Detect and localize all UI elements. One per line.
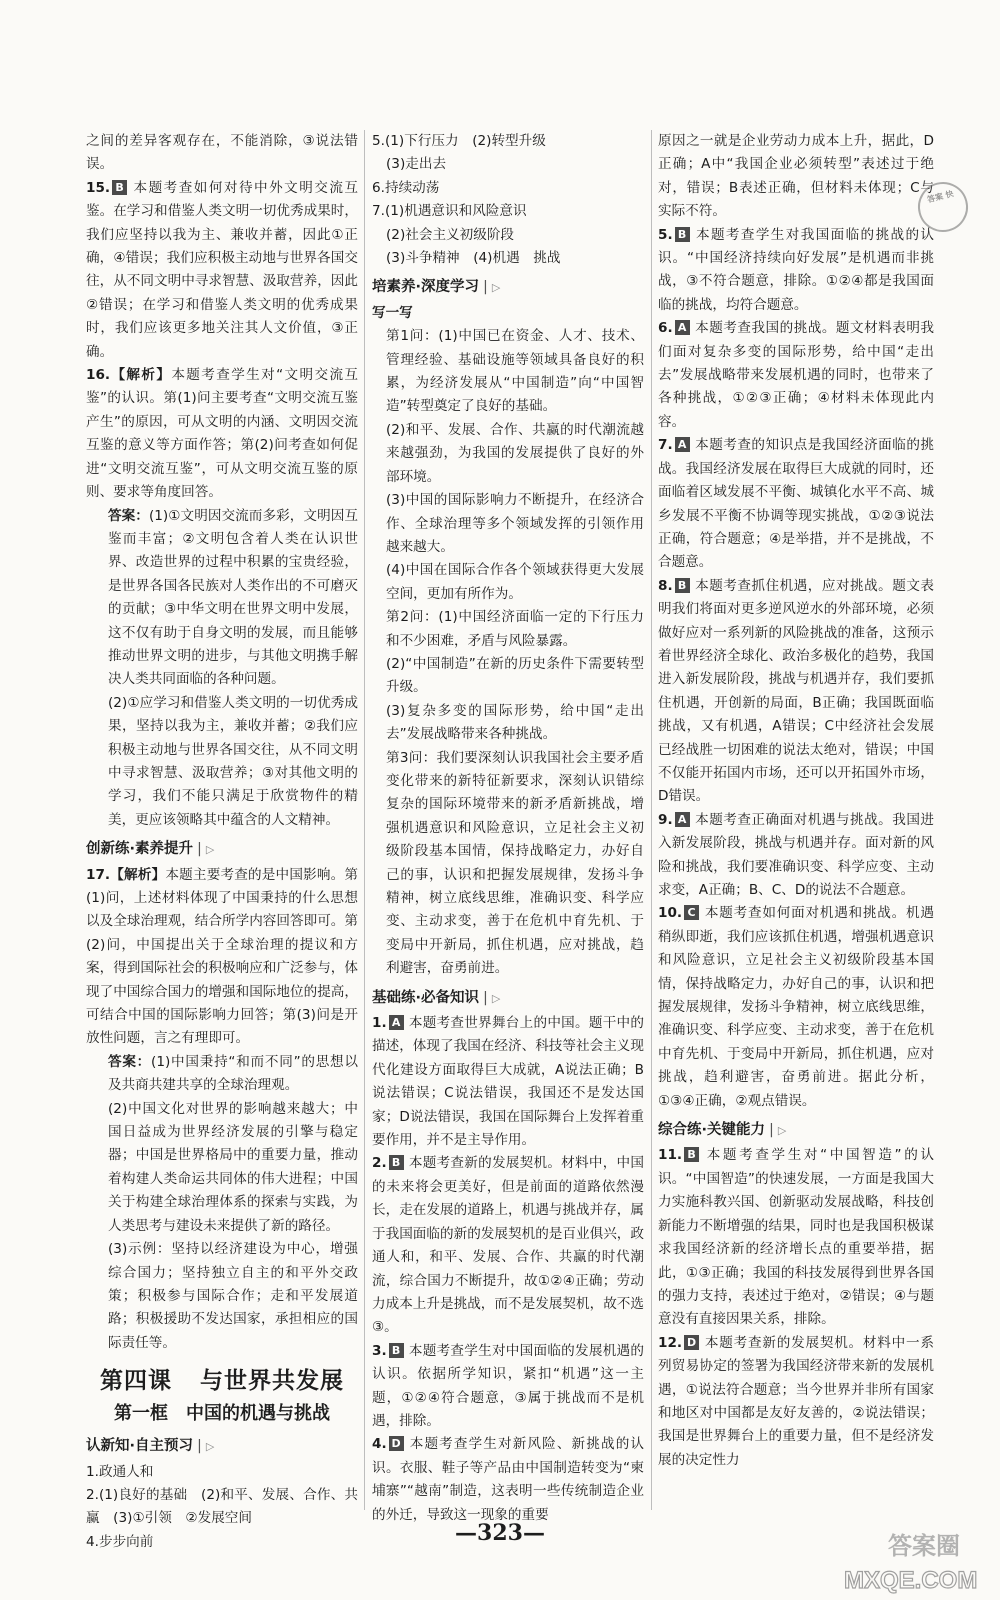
stamp-text: 答案 快 xyxy=(926,189,955,205)
item-text: 本题考查正确面对机遇与挑战。我国进入新发展阶段，挑战与机遇并存。面对新的风险和挑战，我们要准确识变、科学应变、主动求变，A正确；B、C、D的说法不合题意。 xyxy=(658,811,934,898)
paragraph: (4)中国在国际合作各个领域获得更大发展空间，更加有所作为。 xyxy=(386,562,644,602)
answer-paragraph xyxy=(86,1051,358,1098)
arrow-icon: ▷ xyxy=(205,843,215,857)
item-text: 本题考查的知识点是我国经济面临的挑战。我国经济发展在取得巨大成就的同时，还面临着区域发展不平衡、城镇化水平不高、城乡发展不平衡不协调等现实挑战，①②③说法正确，符合题意；④是举措，并不是挑战，不合题意。 xyxy=(658,437,934,571)
answer-item-10 xyxy=(658,902,934,1113)
answer-item-17 xyxy=(86,864,358,1051)
section-heading xyxy=(86,1435,358,1458)
item-text: 本题考查如何对待中外文明交流互鉴。在学习和借鉴人类文明一切优秀成果时，我们应坚持以我为主、兼收并蓄，因此①正确，④错误；我们应积极主动地与世界各国交往，从不同文明中寻求智慧、汲取营养，因此②错误；在学习和借鉴人类文明的优秀成果时，我们应该更多地关注其人文价值，③正确。 xyxy=(86,179,358,360)
watermark-graphic xyxy=(810,1526,990,1596)
item-number: 11. xyxy=(658,1147,683,1164)
section-heading xyxy=(372,987,644,1010)
frame-title xyxy=(86,1399,358,1429)
item-number: 3. xyxy=(372,1342,387,1359)
answer-column-3 xyxy=(658,130,934,1510)
answer-label: 答案： xyxy=(108,1053,152,1070)
divider-icon: | xyxy=(197,1438,202,1455)
answer-label: 答案： xyxy=(108,507,149,524)
item-text: 本题考查新的发展契机。材料中，中国的未来将会更美好，但是前面的道路依然漫长，走在发展的道路上，机遇与挑战并存，属于我国面临的新的发展契机的是百业俱兴，政通人和，和平、发展、合作、共赢的时代潮流，综合国力不断提升，故①②④正确；劳动力成本上升是挑战，而不是发展契机，故不选③。 xyxy=(372,1155,644,1336)
item-text: 本题考查世界舞台上的中国。题干中的描述，体现了我国在经济、科技等社会主义现代化建设方面取得巨大成就，A说法正确；B说法错误；C说法错误，我国还不是发达国家；D说法错误，我国在国际舞台上发挥着重要作用，并不是主导作用。 xyxy=(372,1015,644,1149)
divider-icon: | xyxy=(769,1122,774,1139)
preview-item: 5.(1)下行压力 (2)转型升级 xyxy=(372,133,546,149)
section-heading xyxy=(658,1119,934,1142)
item-text: 本题考查新的发展契机。材料中一系列贸易协定的签署为我国经济带来新的发展机遇，①说法符合题意；当今世界并非所有国家和地区对中国都是友好友善的，②说法错误；我国是世界舞台上的重要力量，但不是经济发展的决定性力 xyxy=(658,1334,934,1468)
lesson-title xyxy=(86,1363,358,1399)
preview-item: 4.步步向前 xyxy=(86,1533,154,1550)
arrow-icon: ▷ xyxy=(491,991,501,1005)
paragraph: 之间的差异客观存在，不能消除，③说法错误。 xyxy=(86,133,358,173)
watermark-logo xyxy=(810,1526,990,1596)
item-text: 本题考查学生对“中国智造”的认识。“中国智造”的快速发展，一方面是我国大力实施科教兴国、创新驱动发展战略，科技创新能力不断增强的结果，同时也是我国积极谋求我国经济新的经济增长点的重要举措，据此，①③正确；我国的科技发展得到世界各国的强力支持，表述过于绝对，②错误；④与题意没有直接因果关系，排除。 xyxy=(658,1147,934,1328)
column-divider xyxy=(364,130,365,1510)
subheading: 写一写 xyxy=(372,304,413,321)
item-number: 4. xyxy=(372,1436,387,1453)
item-number: 15. xyxy=(86,179,111,196)
section-title: 创新练·素养提升 xyxy=(86,841,194,858)
answer-column-1 xyxy=(86,130,359,1550)
item-number: 10. xyxy=(658,905,683,922)
answer-paragraph: (2)中国文化对世界的影响越来越大；中国日益成为世界经济发展的引擎与稳定器；中国是世界格局中的重要力量，推动着构建人类命运共同体的伟大进程；中国关于构建全球治理体系的探索与实践，为人类思考与建设未来提供了新的路径。 xyxy=(108,1100,358,1234)
answer-text: (1)①文明因交流而多彩，文明因互鉴而丰富；②文明包含着人类在认识世界、改造世界的过程中积累的宝贵经验，是世界各国各民族对人类作出的不可磨灭的贡献；③中华文明在世界文明中发展，这不仅有助于自身文明的发展，而且能够推动世界文明的进步，与其他文明携手解决人类共同面临的各种问题。 xyxy=(108,507,358,688)
item-text: 本题考查学生对中国面临的发展机遇的认识。依据所学知识，紧扣“机遇”这一主题，①②④符合题意，③属于挑战而不是机遇，排除。 xyxy=(372,1342,644,1429)
section-heading xyxy=(372,276,644,299)
answer-badge: B xyxy=(675,578,690,593)
section-title: 认新知·自主预习 xyxy=(86,1438,194,1455)
section-title: 综合练·关键能力 xyxy=(658,1122,766,1139)
answer-badge: B xyxy=(675,227,690,242)
arrow-icon: ▷ xyxy=(491,281,501,295)
analysis-tag: 【解析】 xyxy=(110,367,172,384)
page-number: —323— xyxy=(455,1520,545,1546)
item-number: 8. xyxy=(658,577,673,594)
paragraph: 第1问：(1)中国已在资金、人才、技术、管理经验、基础设施等领域具备良好的积累，为经济发展从“中国制造”向“中国智造”转型奠定了良好的基础。 xyxy=(386,328,644,415)
answer-paragraph xyxy=(86,505,358,692)
answer-badge: D xyxy=(684,1335,699,1350)
answer-item-16 xyxy=(86,364,358,504)
lesson-name: 与世界共发展 xyxy=(200,1367,344,1395)
paragraph: 第3问：我们要深刻认识我国社会主要矛盾变化带来的新特征新要求，深刻认识错综复杂的国际环境带来的新矛盾新挑战，增强机遇意识和风险意识，立足社会主义初级阶段基本国情，保持战略定力，办好自己的事，认识和把握发展规律，发扬斗争精神，树立底线思维，准确识变、科学应变、主动求变，善于在危机中育先机、于变局中开新局，抓住机遇，应对挑战，趋利避害，奋勇前进。 xyxy=(386,749,644,977)
paragraph: (3)中国的国际影响力不断提升，在经济合作、全球治理等多个领域发挥的引领作用越来越大。 xyxy=(386,492,644,555)
answer-badge: A xyxy=(675,320,690,335)
arrow-icon: ▷ xyxy=(205,1440,215,1454)
divider-icon: | xyxy=(483,279,488,296)
answer-badge: B xyxy=(684,1147,699,1162)
answer-item-9 xyxy=(658,809,934,903)
answer-badge: B xyxy=(112,180,127,195)
watermark-top-text: 答案圈 xyxy=(888,1533,960,1560)
paragraph: (2)“中国制造”在新的历史条件下需要转型升级。 xyxy=(386,655,644,696)
item-number: 7. xyxy=(658,437,673,454)
frame-number: 第一框 xyxy=(114,1403,168,1425)
item-number: 6. xyxy=(658,320,673,337)
arrow-icon: ▷ xyxy=(777,1124,787,1138)
preview-item: 6.持续动荡 xyxy=(372,179,440,196)
item-number: 9. xyxy=(658,811,673,828)
item-text: 本题考查我国的挑战。题文材料表明我们面对复杂多变的国际形势，给中国“走出去”发展战略带来发展机遇的同时，也带来了各种挑战，①②③正确；④材料未体现此内容。 xyxy=(658,320,934,430)
answer-badge: A xyxy=(389,1015,404,1030)
answer-column-2 xyxy=(372,130,644,1523)
preview-item: (3)走出去 xyxy=(386,156,447,173)
answer-item-7 xyxy=(658,434,934,574)
paragraph: (2)和平、发展、合作、共赢的时代潮流越来越强劲，为我国的发展提供了良好的外部环境。 xyxy=(386,421,644,485)
divider-icon: | xyxy=(197,841,202,858)
item-number: 16. xyxy=(86,367,111,384)
answer-paragraph: (3)示例：坚持以经济建设为中心，增强综合国力；坚持独立自主的和平外交政策；积极参与国际合作；走和平发展道路；积极援助不发达国家，承担相应的国际责任等。 xyxy=(108,1241,358,1351)
answer-item-1 xyxy=(372,1012,644,1152)
preview-item: (3)斗争精神 (4)机遇 挑战 xyxy=(386,250,561,267)
section-title: 基础练·必备知识 xyxy=(372,989,480,1006)
frame-name: 中国的机遇与挑战 xyxy=(186,1403,330,1425)
paragraph: 第2问：(1)中国经济面临一定的下行压力和不少困难，矛盾与风险暴露。 xyxy=(386,609,644,649)
divider-icon: | xyxy=(483,989,488,1006)
item-number: 5. xyxy=(658,226,673,243)
answer-paragraph: (2)①应学习和借鉴人类文明的一切优秀成果，坚持以我为主，兼收并蓄；②我们应积极主动地与世界各国交往，从不同文明中寻求智慧、汲取营养；③对其他文明的学习，我们不能只满足于欣赏物件的精美，更应该领略其中蕴含的人文精神。 xyxy=(108,694,358,828)
preview-item: 1.政通人和 xyxy=(86,1463,154,1480)
answer-item-11 xyxy=(658,1144,934,1331)
answer-item-3 xyxy=(372,1340,644,1434)
item-text: 本题考查学生对我国面临的挑战的认识。“中国经济持续向好发展”是机遇而非挑战，③不符合题意，排除。①②④都是我国面临的挑战，均符合题意。 xyxy=(658,226,934,313)
section-title: 培素养·深度学习 xyxy=(372,279,480,296)
section-heading xyxy=(86,838,358,861)
answer-item-6 xyxy=(658,317,934,434)
watermark-url-text: MXQE.COM xyxy=(844,1567,978,1594)
item-text: 本题考查学生对新风险、新挑战的认识。衣服、鞋子等产品由中国制造转变为“柬埔寨”“越南”制造，这表明一些传统制造企业的外迁，导致这一现象的重要 xyxy=(372,1436,644,1523)
item-number: 2. xyxy=(372,1155,387,1172)
answer-text: (1)中国秉持“和而不同”的思想以及共商共建共享的全球治理观。 xyxy=(108,1053,358,1094)
analysis-tag: 【解析】 xyxy=(110,866,166,883)
preview-item: 2.(1)良好的基础 (2)和平、发展、合作、共赢 (3)①引领 ②发展空间 xyxy=(86,1486,358,1527)
answer-item-12 xyxy=(658,1332,934,1472)
item-text: 本题考查学生对“文明交流互鉴”的认识。第(1)问主要考查“文明交流互鉴产生”的原因，可从文明的内涵、文明因交流互鉴的意义等方面作答；第(2)问考查如何促进“文明交流互鉴”，可从文明交流互鉴的原则、要求等角度回答。 xyxy=(86,367,358,501)
answer-item-4 xyxy=(372,1433,644,1527)
answer-badge: B xyxy=(389,1343,404,1358)
preview-item: 7.(1)机遇意识和风险意识 xyxy=(372,203,527,220)
answer-item-8 xyxy=(658,575,934,809)
item-text: 本题考查如何面对机遇和挑战。机遇稍纵即逝，我们应该抓住机遇，增强机遇意识和风险意识，立足社会主义初级阶段基本国情，保持战略定力，办好自己的事，认识和把握发展规律，发扬斗争精神，树立底线思维，准确识变、科学应变、主动求变，善于在危机中育先机、于变局中开新局，抓住机遇，应对挑战，趋利避害，奋勇前进。据此分析，①③④正确，②观点错误。 xyxy=(658,905,934,1109)
column-divider xyxy=(651,130,652,1510)
item-text: 本题主要考查的是中国影响。第(1)问，上述材料体现了中国秉持的什么思想以及全球治理观，结合所学内容回答即可。第(2)问，中国提出关于全球治理的提议和方案，得到国际社会的积极响应和广泛参与，体现了中国综合国力的增强和国际地位的提高，可结合中国的国际影响力回答；第(3)问是开放性问题，言之有理即可。 xyxy=(86,866,359,1047)
answer-item-2 xyxy=(372,1152,644,1339)
answer-badge: A xyxy=(675,437,690,452)
answer-item-15 xyxy=(86,177,358,364)
lesson-number: 第四课 xyxy=(100,1367,172,1395)
item-number: 17. xyxy=(86,866,111,883)
answer-item-5 xyxy=(658,224,934,318)
answer-badge: C xyxy=(684,905,699,920)
preview-item: (2)社会主义初级阶段 xyxy=(386,226,515,243)
item-text: 本题考查抓住机遇，应对挑战。题文表明我们将面对更多逆风逆水的外部环境，必须做好应对一系列新的风险挑战的准备，这预示着世界经济全球化、政治多极化的趋势，我国进入新发展阶段，挑战与机遇并存，我们要抓住机遇，开创新的局面，B正确；我国既面临挑战，又有机遇，A错误；C中经济社会发展已经战胜一切困难的说法太绝对，错误；中国不仅能开拓国内市场，还可以开拓国外市场，D错误。 xyxy=(658,577,934,805)
item-number: 12. xyxy=(658,1334,683,1351)
paragraph: 原因之一就是企业劳动力成本上升，据此，D正确；A中“我国企业必须转型”表述过于绝对，错误；B表述正确，但材料未体现；C与实际不符。 xyxy=(658,133,934,220)
paragraph: (3)复杂多变的国际形势，给中国“走出去”发展战略带来各种挑战。 xyxy=(386,702,644,743)
answer-badge: A xyxy=(675,812,690,827)
answer-badge: D xyxy=(389,1436,404,1451)
item-number: 1. xyxy=(372,1015,387,1032)
answer-badge: B xyxy=(389,1155,404,1170)
